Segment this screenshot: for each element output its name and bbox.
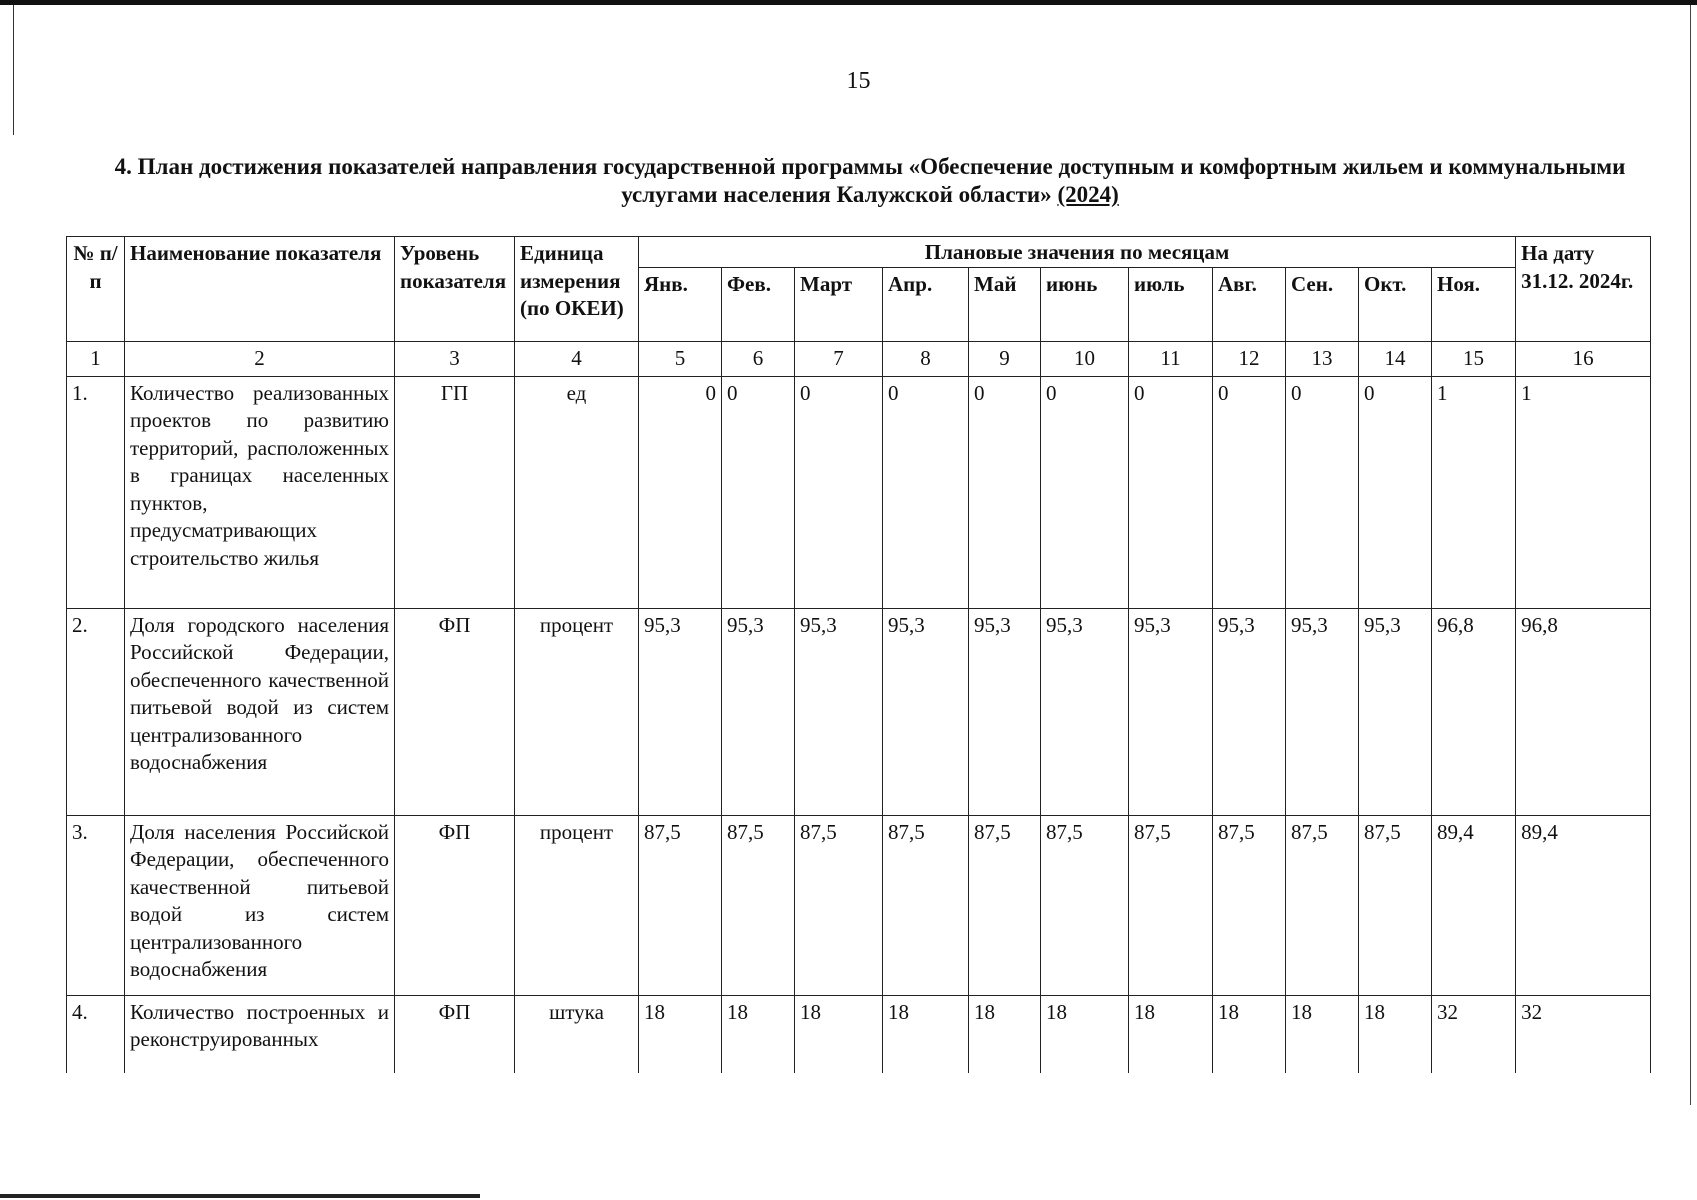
indicator-unit: штука (515, 995, 639, 1073)
month-value: 0 (795, 376, 883, 608)
column-number: 3 (395, 342, 515, 377)
month-value: 0 (883, 376, 969, 608)
column-number: 15 (1432, 342, 1516, 377)
header-month: Сен. (1286, 268, 1359, 342)
header-date: На дату 31.12. 2024г. (1516, 237, 1651, 342)
header-month: Янв. (639, 268, 722, 342)
month-value: 95,3 (883, 608, 969, 815)
column-number: 9 (969, 342, 1041, 377)
month-value: 0 (1129, 376, 1213, 608)
scan-bottom-line (0, 1194, 480, 1198)
total-value: 89,4 (1516, 815, 1651, 995)
header-plan: Плановые значения по месяцам (639, 237, 1516, 268)
month-value: 87,5 (1041, 815, 1129, 995)
header-month: Окт. (1359, 268, 1432, 342)
month-value: 0 (969, 376, 1041, 608)
month-value: 95,3 (1041, 608, 1129, 815)
month-value: 0 (639, 376, 722, 608)
column-number: 2 (125, 342, 395, 377)
month-value: 18 (1286, 995, 1359, 1073)
month-value: 32 (1432, 995, 1516, 1073)
header-num: № п/п (67, 237, 125, 342)
indicators-table (66, 236, 1651, 1073)
header-month: июль (1129, 268, 1213, 342)
month-value: 89,4 (1432, 815, 1516, 995)
total-value: 1 (1516, 376, 1651, 608)
indicator-unit: ед (515, 376, 639, 608)
header-month: Май (969, 268, 1041, 342)
header-month: Апр. (883, 268, 969, 342)
row-number: 4. (67, 995, 125, 1073)
column-number: 7 (795, 342, 883, 377)
column-number: 8 (883, 342, 969, 377)
row-number: 3. (67, 815, 125, 995)
column-number: 1 (67, 342, 125, 377)
total-value: 32 (1516, 995, 1651, 1073)
indicator-level: ГП (395, 376, 515, 608)
indicator-name: Доля городского населения Российской Федерации, обеспеченного качественной питьевой водой из систем централизованного водоснабжения (125, 608, 395, 815)
total-value: 96,8 (1516, 608, 1651, 815)
column-number: 10 (1041, 342, 1129, 377)
month-value: 95,3 (722, 608, 795, 815)
header-month: Март (795, 268, 883, 342)
column-number-row (67, 342, 1651, 377)
month-value: 0 (1286, 376, 1359, 608)
month-value: 0 (1213, 376, 1286, 608)
month-value: 95,3 (1286, 608, 1359, 815)
month-value: 87,5 (883, 815, 969, 995)
month-value: 95,3 (795, 608, 883, 815)
month-value: 87,5 (639, 815, 722, 995)
header-level: Уровень показателя (395, 237, 515, 342)
month-value: 95,3 (639, 608, 722, 815)
month-value: 87,5 (1213, 815, 1286, 995)
row-number: 1. (67, 376, 125, 608)
header-month: Ноя. (1432, 268, 1516, 342)
indicator-unit: процент (515, 608, 639, 815)
title-year: (2024) (1057, 182, 1119, 207)
indicator-level: ФП (395, 815, 515, 995)
column-number: 13 (1286, 342, 1359, 377)
indicator-unit: процент (515, 815, 639, 995)
row-number: 2. (67, 608, 125, 815)
table-header-row (67, 237, 1651, 268)
column-number: 4 (515, 342, 639, 377)
indicator-level: ФП (395, 608, 515, 815)
indicator-level: ФП (395, 995, 515, 1073)
month-value: 18 (969, 995, 1041, 1073)
title-main: 4. План достижения показателей направления государственной программы «Обеспечение доступным и комфортным жильем и коммунальными услугами населения Калужской области» (114, 154, 1626, 207)
header-month: Фев. (722, 268, 795, 342)
column-number: 6 (722, 342, 795, 377)
header-month: июнь (1041, 268, 1129, 342)
indicator-name: Доля населения Российской Федерации, обеспеченного качественной питьевой водой из систем централизованного водоснабжения (125, 815, 395, 995)
month-value: 18 (1213, 995, 1286, 1073)
page-number: 15 (846, 68, 871, 94)
table-row (67, 815, 1651, 995)
month-value: 18 (722, 995, 795, 1073)
table-row (67, 376, 1651, 608)
month-value: 87,5 (795, 815, 883, 995)
indicator-name: Количество реализованных проектов по развитию территорий, расположенных в границах населенных пунктов, предусматривающих строительство жилья (125, 376, 395, 608)
scan-top-border (0, 0, 1697, 5)
month-value: 95,3 (1129, 608, 1213, 815)
month-value: 87,5 (1359, 815, 1432, 995)
month-value: 18 (1359, 995, 1432, 1073)
month-value: 18 (639, 995, 722, 1073)
month-value: 95,3 (1213, 608, 1286, 815)
column-number: 5 (639, 342, 722, 377)
header-month: Авг. (1213, 268, 1286, 342)
month-value: 18 (1129, 995, 1213, 1073)
month-value: 95,3 (969, 608, 1041, 815)
column-number: 11 (1129, 342, 1213, 377)
column-number: 14 (1359, 342, 1432, 377)
column-number: 12 (1213, 342, 1286, 377)
scan-right-edge (1690, 5, 1691, 1105)
document-title (90, 153, 1650, 209)
table-row (67, 995, 1651, 1073)
month-value: 87,5 (1129, 815, 1213, 995)
month-value: 0 (1359, 376, 1432, 608)
month-value: 87,5 (722, 815, 795, 995)
indicator-name: Количество построенных и реконструированных (125, 995, 395, 1073)
month-value: 96,8 (1432, 608, 1516, 815)
month-value: 0 (722, 376, 795, 608)
month-value: 0 (1041, 376, 1129, 608)
header-name: Наименование показателя (125, 237, 395, 342)
month-value: 18 (795, 995, 883, 1073)
month-value: 87,5 (1286, 815, 1359, 995)
month-value: 18 (883, 995, 969, 1073)
month-value: 18 (1041, 995, 1129, 1073)
month-value: 1 (1432, 376, 1516, 608)
table-row (67, 608, 1651, 815)
month-value: 95,3 (1359, 608, 1432, 815)
month-value: 87,5 (969, 815, 1041, 995)
column-number: 16 (1516, 342, 1651, 377)
header-unit: Единица измерения (по ОКЕИ) (515, 237, 639, 342)
